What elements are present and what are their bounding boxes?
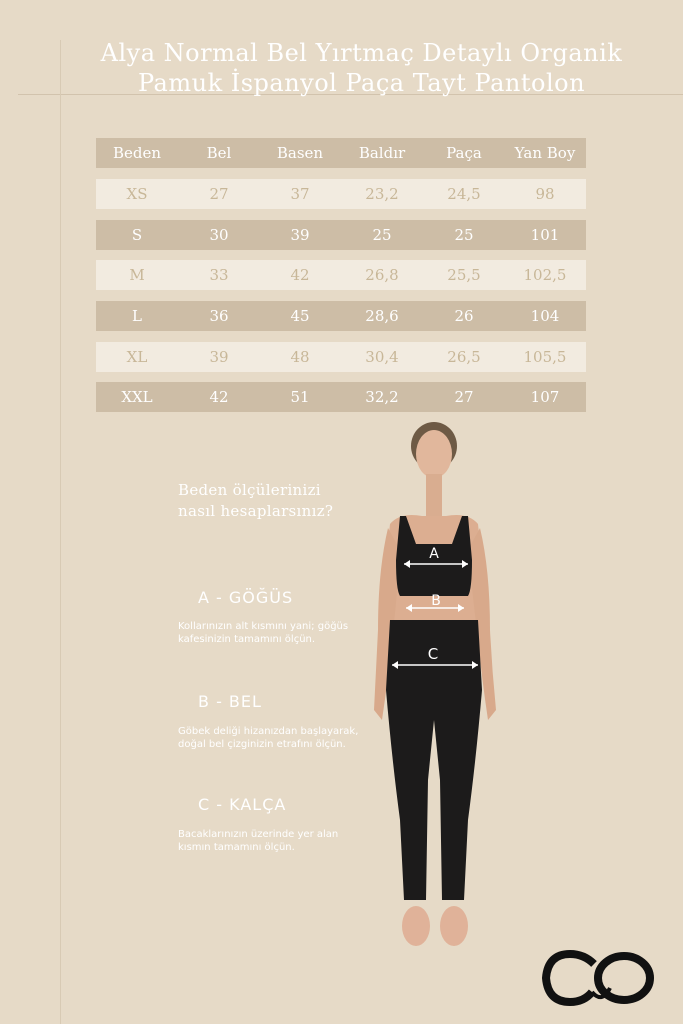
- table-cell: 37: [290, 185, 310, 203]
- table-cell: 39: [209, 348, 229, 366]
- page-title: [40, 38, 683, 98]
- table-cell: 30,4: [365, 348, 399, 366]
- table-cell: 27: [209, 185, 229, 203]
- table-cell: 42: [290, 266, 310, 284]
- table-cell: 26,5: [447, 348, 481, 366]
- table-cell: 45: [290, 307, 310, 325]
- label-a: A: [429, 546, 439, 562]
- table-row: [96, 301, 586, 331]
- table-cell: 36: [209, 307, 229, 325]
- table-cell: 28,6: [365, 307, 399, 325]
- header-cell: Beden: [112, 144, 162, 162]
- table-cell: 24,5: [447, 185, 481, 203]
- table-cell: 30: [209, 226, 229, 244]
- table-row: [96, 382, 586, 412]
- question-line-1: Beden ölçülerinizi: [178, 481, 321, 499]
- table-row: [96, 342, 586, 372]
- section-desc-hip: Bacaklarınızın üzerinde yer alan kısmın tamamını ölçün.: [178, 829, 339, 853]
- table-cell: 26: [454, 307, 474, 325]
- header-cell: Yan Boy: [514, 144, 576, 162]
- table-cell: S: [131, 226, 143, 244]
- co-logo-icon: [540, 948, 658, 1008]
- table-cell: 105,5: [523, 348, 567, 366]
- table-cell: L: [132, 307, 142, 325]
- table-cell: 51: [290, 388, 310, 406]
- table-cell: 39: [290, 226, 310, 244]
- table-cell: 25: [454, 226, 474, 244]
- table-row: [96, 179, 586, 209]
- table-cell: 27: [454, 388, 474, 406]
- table-cell: XL: [126, 348, 148, 366]
- section-desc-waist: Göbek deliği hizanızdan başlayarak, doğal bel çizginizin etrafını ölçün.: [178, 726, 359, 750]
- table-cell: 101: [530, 226, 560, 244]
- table-cell: XXL: [121, 388, 153, 406]
- figure-body: [374, 422, 496, 946]
- section-title-hip: C - KALÇA: [198, 795, 287, 814]
- table-cell: 33: [209, 266, 229, 284]
- header-cell: Paça: [446, 144, 482, 162]
- table-cell: 102,5: [523, 266, 567, 284]
- table-row: [96, 260, 586, 290]
- section-title-waist: B - BEL: [198, 692, 262, 711]
- table-row: [96, 220, 586, 250]
- table-cell: 23,2: [365, 185, 399, 203]
- table-cell: 107: [530, 388, 560, 406]
- table-cell: 26,8: [365, 266, 399, 284]
- title-line-1: Alya Normal Bel Yırtmaç Detaylı Organik: [100, 39, 623, 67]
- header-cell: Baldır: [358, 144, 406, 162]
- table-header-row: [96, 138, 586, 168]
- label-b: B: [431, 593, 441, 609]
- section-title-chest: A - GÖĞÜS: [198, 588, 294, 607]
- table-cell: 98: [535, 185, 555, 203]
- header-cell: Bel: [206, 144, 232, 162]
- table-cell: M: [129, 266, 145, 284]
- table-cell: 48: [290, 348, 310, 366]
- table-cell: 25: [372, 226, 392, 244]
- table-cell: 32,2: [365, 388, 399, 406]
- model-figure: [360, 420, 510, 950]
- section-desc-chest: Kollarınızın alt kısmını yani; göğüs kafesinizin tamamını ölçün.: [178, 621, 349, 645]
- table-cell: 42: [209, 388, 229, 406]
- table-cell: 104: [530, 307, 560, 325]
- table-cell: 25,5: [447, 266, 481, 284]
- table-cell: XS: [126, 185, 148, 203]
- title-line-2: Pamuk İspanyol Paça Tayt Pantolon: [137, 69, 586, 97]
- label-c: C: [427, 645, 439, 663]
- header-cell: Basen: [276, 144, 324, 162]
- divider-vertical: [60, 40, 61, 1024]
- question-line-2: nasıl hesaplarsınız?: [178, 502, 334, 520]
